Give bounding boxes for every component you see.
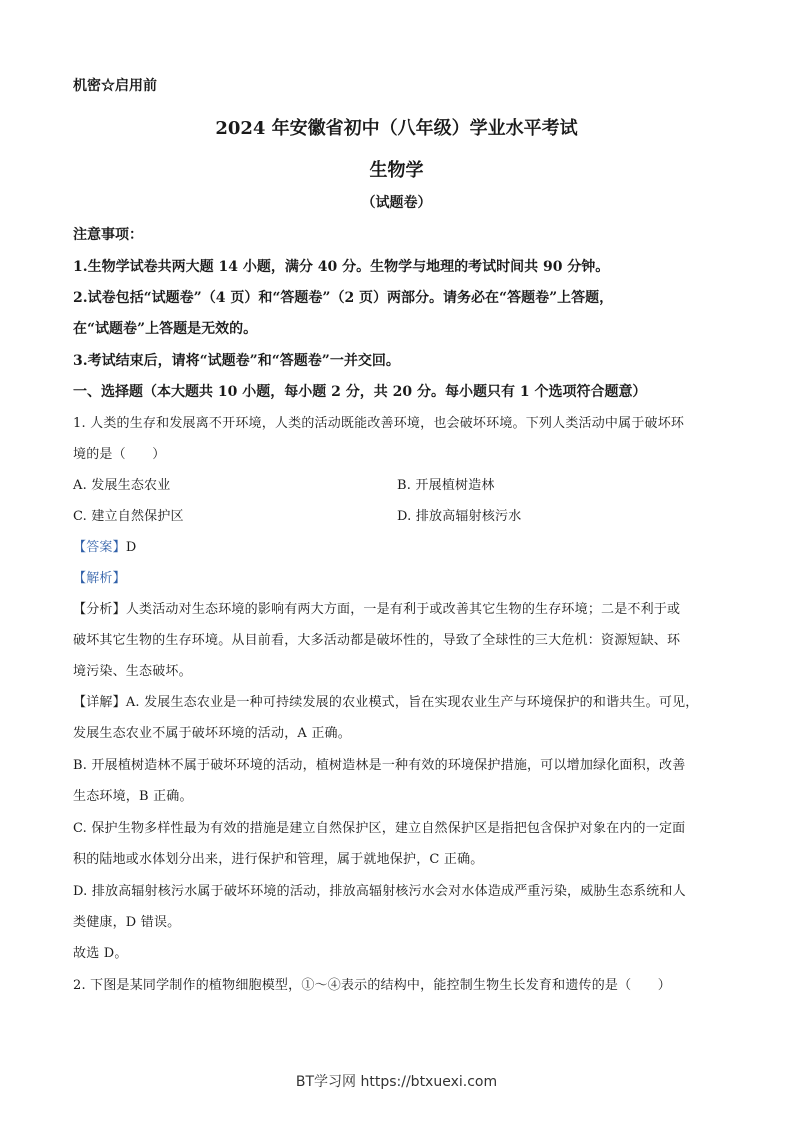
notes-heading: 注意事项： [73,227,143,243]
xiangjie-c-line1: C. 保护生物多样性最为有效的措施是建立自然保护区，建立自然保护区是指把包含保护对象在内的一定面 [73,821,686,836]
analysis-tag: 【解析】 [73,571,126,586]
xiangjie-d-line1: D. 排放高辐射核污水属于破坏环境的活动，排放高辐射核污水会对水体造成严重污染，威胁生态系统和人 [73,884,686,899]
xiangjie-b-line1: B. 开展植树造林不属于破坏环境的活动，植树造林是一种有效的环境保护措施，可以增加绿化面积，改善 [73,758,686,773]
q1-option-b: B. 开展植树造林 [397,478,495,493]
q2-stem: 2. 下图是某同学制作的植物细胞模型，①～④表示的结构中，能控制生物生长发育和遗传的是（ ） [73,978,671,993]
xiangjie-a-text1: A. 发展生态农业是一种可持续发展的农业模式，旨在实现农业生产与环境保护的和谐共生。可见， [125,695,699,710]
xiangjie-tag: 【详解】 [73,695,126,710]
note-item-2a: 2.试卷包括“试题卷”（4 页）和“答题卷”（2 页）两部分。请务必在“答题卷”上答题， [73,290,614,306]
fenxi-tag: 【分析】 [73,602,126,617]
fenxi-text1: 人类活动对生态环境的影响有两大方面，一是有利于或改善其它生物的生存环境；二是不利于或 [125,602,681,617]
fenxi-line1 [73,598,680,617]
q1-conclusion: 故选 D。 [73,946,128,961]
q1-option-d: D. 排放高辐射核污水 [397,509,522,524]
q1-answer-line [73,536,136,555]
section-heading: 一、选择题（本大题共 10 小题，每小题 2 分，共 20 分。每小题只有 1 个选项符合题意） [73,384,647,400]
xiangjie-d-line2: 类健康，D 错误。 [73,915,181,930]
footer-watermark: BT学习网 https://btxuexi.com [295,1074,498,1090]
subject-title: 生物学 [369,160,424,181]
answer-value: D [125,540,137,555]
xiangjie-c-line2: 积的陆地或水体划分出来，进行保护和管理，属于就地保护，C 正确。 [73,852,484,867]
xiangjie-a-line2: 发展生态农业不属于破坏环境的活动，A 正确。 [73,726,351,741]
xiangjie-a-line1 [73,691,698,710]
fenxi-line3: 境污染、生态破坏。 [73,664,192,679]
note-item-2b: 在“试题卷”上答题是无效的。 [73,321,258,337]
volume-label: （试题卷） [361,195,432,211]
confidential-label: 机密☆启用前 [73,78,157,94]
q1-stem-line1: 1. 人类的生存和发展离不开环境，人类的活动既能改善环境，也会破坏环境。下列人类活动中属于破坏环 [73,416,685,431]
q1-option-a: A. 发展生态农业 [73,478,171,493]
note-item-1: 1.生物学试卷共两大题 14 小题，满分 40 分。生物学与地理的考试时间共 90 分钟。 [73,259,610,275]
xiangjie-b-line2: 生态环境，B 正确。 [73,789,193,804]
note-item-3: 3.考试结束后，请将“试题卷”和“答题卷”一并交回。 [73,353,400,369]
q1-stem-line2: 境的是（ ） [73,447,166,462]
fenxi-line2: 破坏其它生物的生存环境。从目前看，大多活动都是破坏性的，导致了全球性的三大危机：资源短缺、环 [73,633,681,648]
answer-tag: 【答案】 [73,540,126,555]
exam-title: 2024 年安徽省初中（八年级）学业水平考试 [215,118,578,139]
q1-option-c: C. 建立自然保护区 [73,509,184,524]
